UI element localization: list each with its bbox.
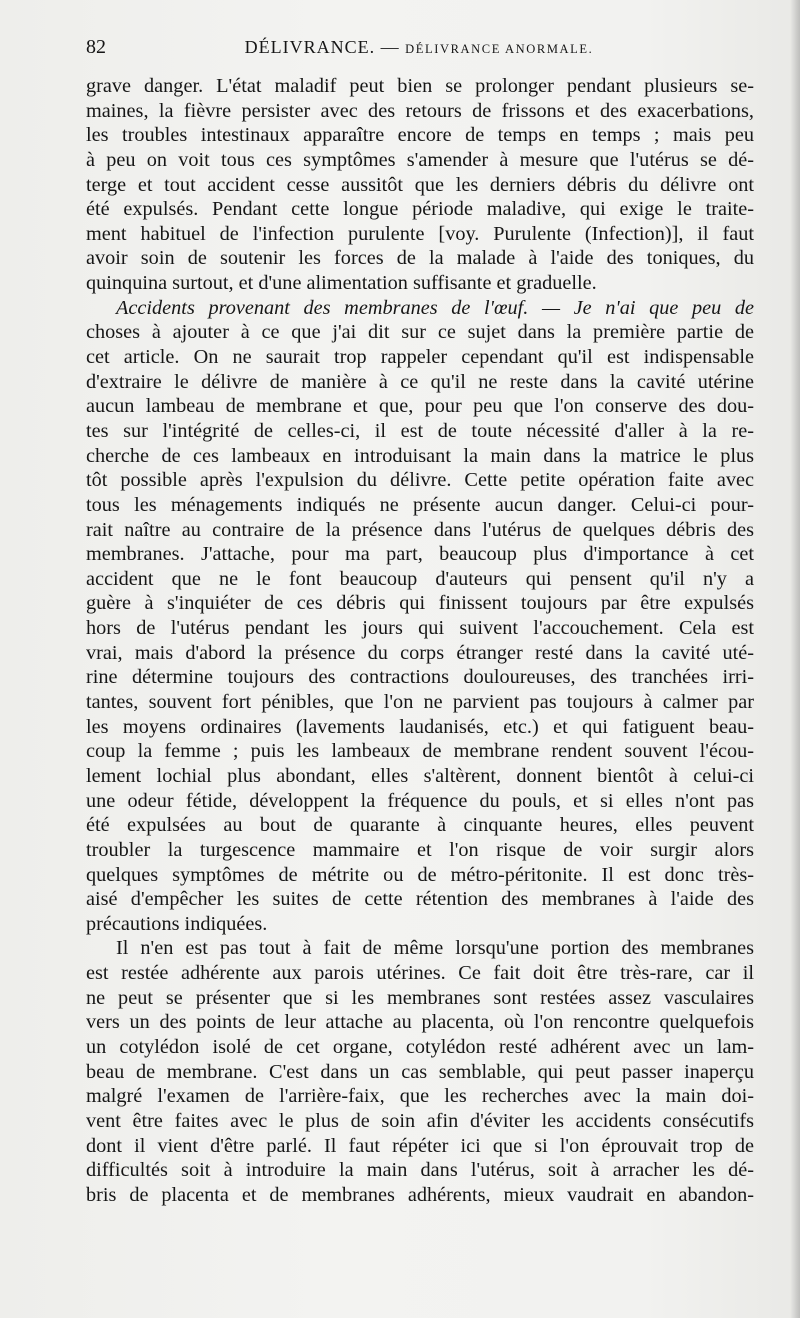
- text-line: vrai, mais d'abord la présence du corps étranger resté dans la cavité uté-: [86, 641, 754, 664]
- text-line: quinquina surtout, et d'une alimentation suffisante et graduelle.: [86, 272, 597, 295]
- body-text: [86, 74, 754, 1207]
- text-line: été expulsées au bout de quarante à cinquante heures, elles peuvent: [86, 814, 754, 837]
- text-line: lement lochial plus abondant, elles s'altèrent, donnent bientôt à celui-ci: [86, 764, 754, 787]
- text-line: rine détermine toujours des contractions douloureuses, des tranchées irri-: [86, 666, 754, 689]
- text-line: un cotylédon isolé de cet organe, cotylédon resté adhérent avec un lam-: [86, 1035, 754, 1058]
- text-line: aucun lambeau de membrane et que, pour peu que l'on conserve des dou-: [86, 395, 754, 418]
- text-line: membranes. J'attache, pour ma part, beaucoup plus d'importance à cet: [86, 543, 754, 566]
- text-line: troubler la turgescence mammaire et l'on risque de voir surgir alors: [86, 838, 754, 861]
- text-line: les moyens ordinaires (lavements laudanisés, etc.) et qui fatiguent beau-: [86, 715, 754, 738]
- running-head-title: DÉLIVRANCE.: [244, 37, 376, 57]
- text-line: maines, la fièvre persister avec des retours de frissons et des exacerbations,: [86, 99, 754, 122]
- text-line: aisé d'empêcher les suites de cette rétention des membranes à l'aide des: [86, 888, 754, 911]
- text-line: guère à s'inquiéter de ces débris qui finissent toujours par être expulsés: [86, 592, 754, 615]
- text-line: tôt possible après l'expulsion du délivre. Cette petite opération faite avec: [86, 469, 754, 492]
- page-header: [86, 36, 752, 66]
- text-line: à peu on voit tous ces symptômes s'amender à mesure que l'utérus se dé-: [86, 148, 754, 171]
- text-line: dont il vient d'être parlé. Il faut répéter ici que si l'on éprouvait trop de: [86, 1134, 754, 1157]
- paragraph-start-line: Accidents provenant des membranes de l'œuf. — Je n'ai que peu de: [116, 296, 754, 319]
- page-edge-shadow: [790, 0, 800, 1318]
- text-line: terge et tout accident cesse aussitôt que les derniers débris du délivre ont: [86, 173, 754, 196]
- text-line: d'extraire le délivre de manière à ce qu'il ne reste dans la cavité utérine: [86, 370, 754, 393]
- text-line: rait naître au contraire de la présence dans l'utérus de quelques débris des: [86, 518, 754, 541]
- running-head-dash: —: [380, 37, 400, 57]
- text-line: choses à ajouter à ce que j'ai dit sur ce sujet dans la première partie de: [86, 321, 754, 344]
- text-line: tes sur l'intégrité de celles-ci, il est de toute nécessité d'aller à la re-: [86, 419, 754, 442]
- text-line: précautions indiquées.: [86, 912, 268, 935]
- text-line: beau de membrane. C'est dans un cas semblable, qui peut passer inaperçu: [86, 1060, 754, 1083]
- text-line: quelques symptômes de métrite ou de métro-péritonite. Il est donc très-: [86, 863, 754, 886]
- text-line: une odeur fétide, développent la fréquence du pouls, et si elles n'ont pas: [86, 789, 754, 812]
- text-line: tantes, souvent fort pénibles, que l'on ne parvient pas toujours à calmer par: [86, 691, 754, 714]
- text-line: malgré l'examen de l'arrière-faix, que les recherches avec la main doi-: [86, 1085, 754, 1108]
- text-line: les troubles intestinaux apparaître encore de temps en temps ; mais peu: [86, 124, 754, 147]
- text-line: est restée adhérente aux parois utérines. Ce fait doit être très-rare, car il: [86, 962, 754, 985]
- running-head-subtitle: DÉLIVRANCE ANORMALE.: [405, 42, 594, 56]
- text-line: coup la femme ; puis les lambeaux de membrane rendent souvent l'écou-: [86, 740, 754, 763]
- text-line: ment habituel de l'infection purulente [voy. Purulente (Infection)], il faut: [86, 222, 754, 245]
- text-line: difficultés soit à introduire la main dans l'utérus, soit à arracher les dé-: [86, 1159, 754, 1182]
- text-line: cet article. On ne saurait trop rappeler cependant qu'il est indispensable: [86, 346, 754, 369]
- text-line: bris de placenta et de membranes adhérents, mieux vaudrait en abandon-: [86, 1183, 754, 1206]
- text-line: vers un des points de leur attache au placenta, où l'on rencontre quelquefois: [86, 1011, 754, 1034]
- text-line: tous les ménagements indiqués ne présente aucun danger. Celui-ci pour-: [86, 493, 754, 516]
- text-line: avoir soin de soutenir les forces de la malade à l'aide des toniques, du: [86, 247, 754, 270]
- text-line: accident que ne le font beaucoup d'auteurs qui pensent qu'il n'y a: [86, 567, 754, 590]
- text-line: été expulsés. Pendant cette longue période maladive, qui exige le traite-: [86, 198, 754, 221]
- paragraph-start-line: Il n'en est pas tout à fait de même lorsqu'une portion des membranes: [116, 937, 754, 960]
- text-line: vent être faites avec le plus de soin afin d'éviter les accidents consécutifs: [86, 1109, 754, 1132]
- page-number: 82: [86, 36, 106, 58]
- text-line: hors de l'utérus pendant les jours qui suivent l'accouchement. Cela est: [86, 617, 754, 640]
- text-line: ne peut se présenter que si les membranes sont restées assez vasculaires: [86, 986, 754, 1009]
- text-line: cherche de ces lambeaux en introduisant la main dans la matrice le plus: [86, 444, 754, 467]
- running-head: [86, 37, 752, 58]
- text-line: grave danger. L'état maladif peut bien se prolonger pendant plusieurs se-: [86, 75, 754, 97]
